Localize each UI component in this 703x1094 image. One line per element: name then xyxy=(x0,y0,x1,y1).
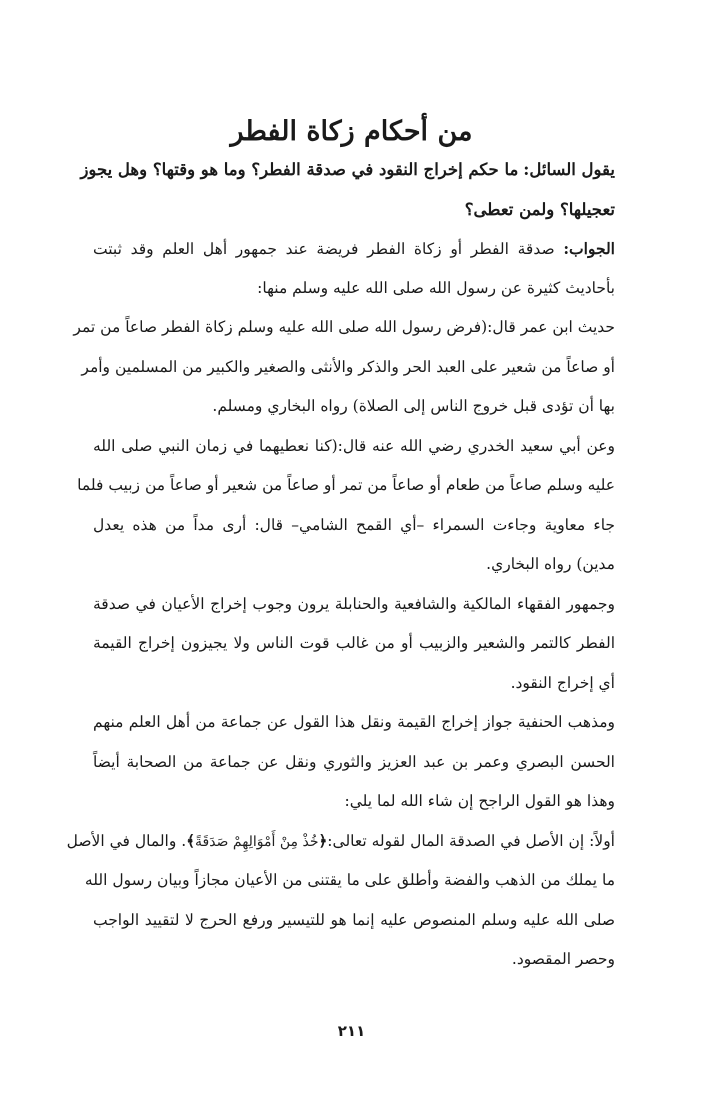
document-body xyxy=(66,150,615,980)
first-point-suffix: . والمال في الأصل xyxy=(66,831,187,850)
hadith-abu-said-line-1: وعن أبي سعيد الخدري رضي الله عنه قال:(كنا نعطيهما في زمان النبي صلى الله xyxy=(93,436,615,455)
answer-text: صدقة الفطر أو زكاة الفطر فريضة عند جمهور أهل العلم وقد ثبتت xyxy=(93,240,555,258)
hadith-ibn-umar-line-2: أو صاعاً من شعير على العبد الحر والذكر والأنثى والصغير والكبير من المسلمين وأمر xyxy=(81,357,615,376)
question-text: تعجيلها؟ ولمن تعطى؟ xyxy=(464,199,615,219)
hanafi-line-2: الحسن البصري وعمر بن عبد العزيز والثوري ونقل عن جماعة من الصحابة أيضاً xyxy=(93,752,615,771)
majority-line-3: أي إخراج النقود. xyxy=(510,673,615,692)
first-point-line-1 xyxy=(66,822,615,862)
question-label: يقول السائل: xyxy=(523,160,615,179)
hanafi-line-1: ومذهب الحنفية جواز إخراج القيمة ونقل هذا القول عن جماعة من أهل العلم منهم xyxy=(93,713,615,731)
first-point-line-4: وحصر المقصود. xyxy=(511,950,615,968)
hanafi-line-3: وهذا هو القول الراجح إن شاء الله لما يلي: xyxy=(344,792,615,810)
page-number: ٢١١ xyxy=(337,1022,366,1040)
answer-label: الجواب: xyxy=(563,239,615,258)
majority-line-1: وجمهور الفقهاء المالكية والشافعية والحنابلة يرون وجوب إخراج الأعيان في صدقة xyxy=(93,594,615,613)
first-point-line-3: صلى الله عليه وسلم المنصوص عليه إنما هو للتيسير ورفع الحرج لا لتقييد الواجب xyxy=(93,910,615,929)
answer-line-2: بأحاديث كثيرة عن رسول الله صلى الله عليه وسلم منها: xyxy=(257,278,615,297)
question-line-1 xyxy=(80,150,615,190)
question-text: ما حكم إخراج النقود في صدقة الفطر؟ وما هو وقتها؟ وهل يجوز xyxy=(80,160,519,179)
verse-close-brace: ﴾ xyxy=(186,831,195,850)
question-line-2 xyxy=(93,190,615,230)
hadith-ibn-umar-line-3: بها أن تؤدى قبل خروج الناس إلى الصلاة) رواه البخاري ومسلم. xyxy=(212,397,615,415)
majority-line-2: الفطر كالتمر والشعير والزبيب أو من غالب قوت الناس ولا يجيزون إخراج القيمة xyxy=(93,634,615,652)
verse-open-brace: ﴿ xyxy=(318,831,328,850)
hadith-abu-said-line-3: جاء معاوية وجاءت السمراء –أي القمح الشامي– قال: أرى مداً من هذه يعدل xyxy=(93,515,615,534)
first-point-line-2: ما يملك من الذهب والفضة وأطلق على ما يقتنى من الأعيان مجازاً وبيان رسول الله xyxy=(84,871,615,889)
hadith-ibn-umar-line-1: حديث ابن عمر قال:(فرض رسول الله صلى الله عليه وسلم زكاة الفطر صاعاً من تمر xyxy=(73,318,615,336)
quran-verse: خُذْ مِنْ أَمْوَالِهِمْ صَدَقَةً xyxy=(195,833,319,850)
answer-line-1 xyxy=(93,229,615,269)
hadith-abu-said-line-4: مدين) رواه البخاري. xyxy=(486,555,615,573)
hadith-abu-said-line-2: عليه وسلم صاعاً من طعام أو صاعاً من تمر أو صاعاً من شعير أو صاعاً من زبيب فلما xyxy=(77,476,615,494)
first-point-prefix: أولاً: إن الأصل في الصدقة المال لقوله تعالى: xyxy=(327,831,615,850)
page-title: من أحكام زكاة الفطر xyxy=(230,116,473,147)
